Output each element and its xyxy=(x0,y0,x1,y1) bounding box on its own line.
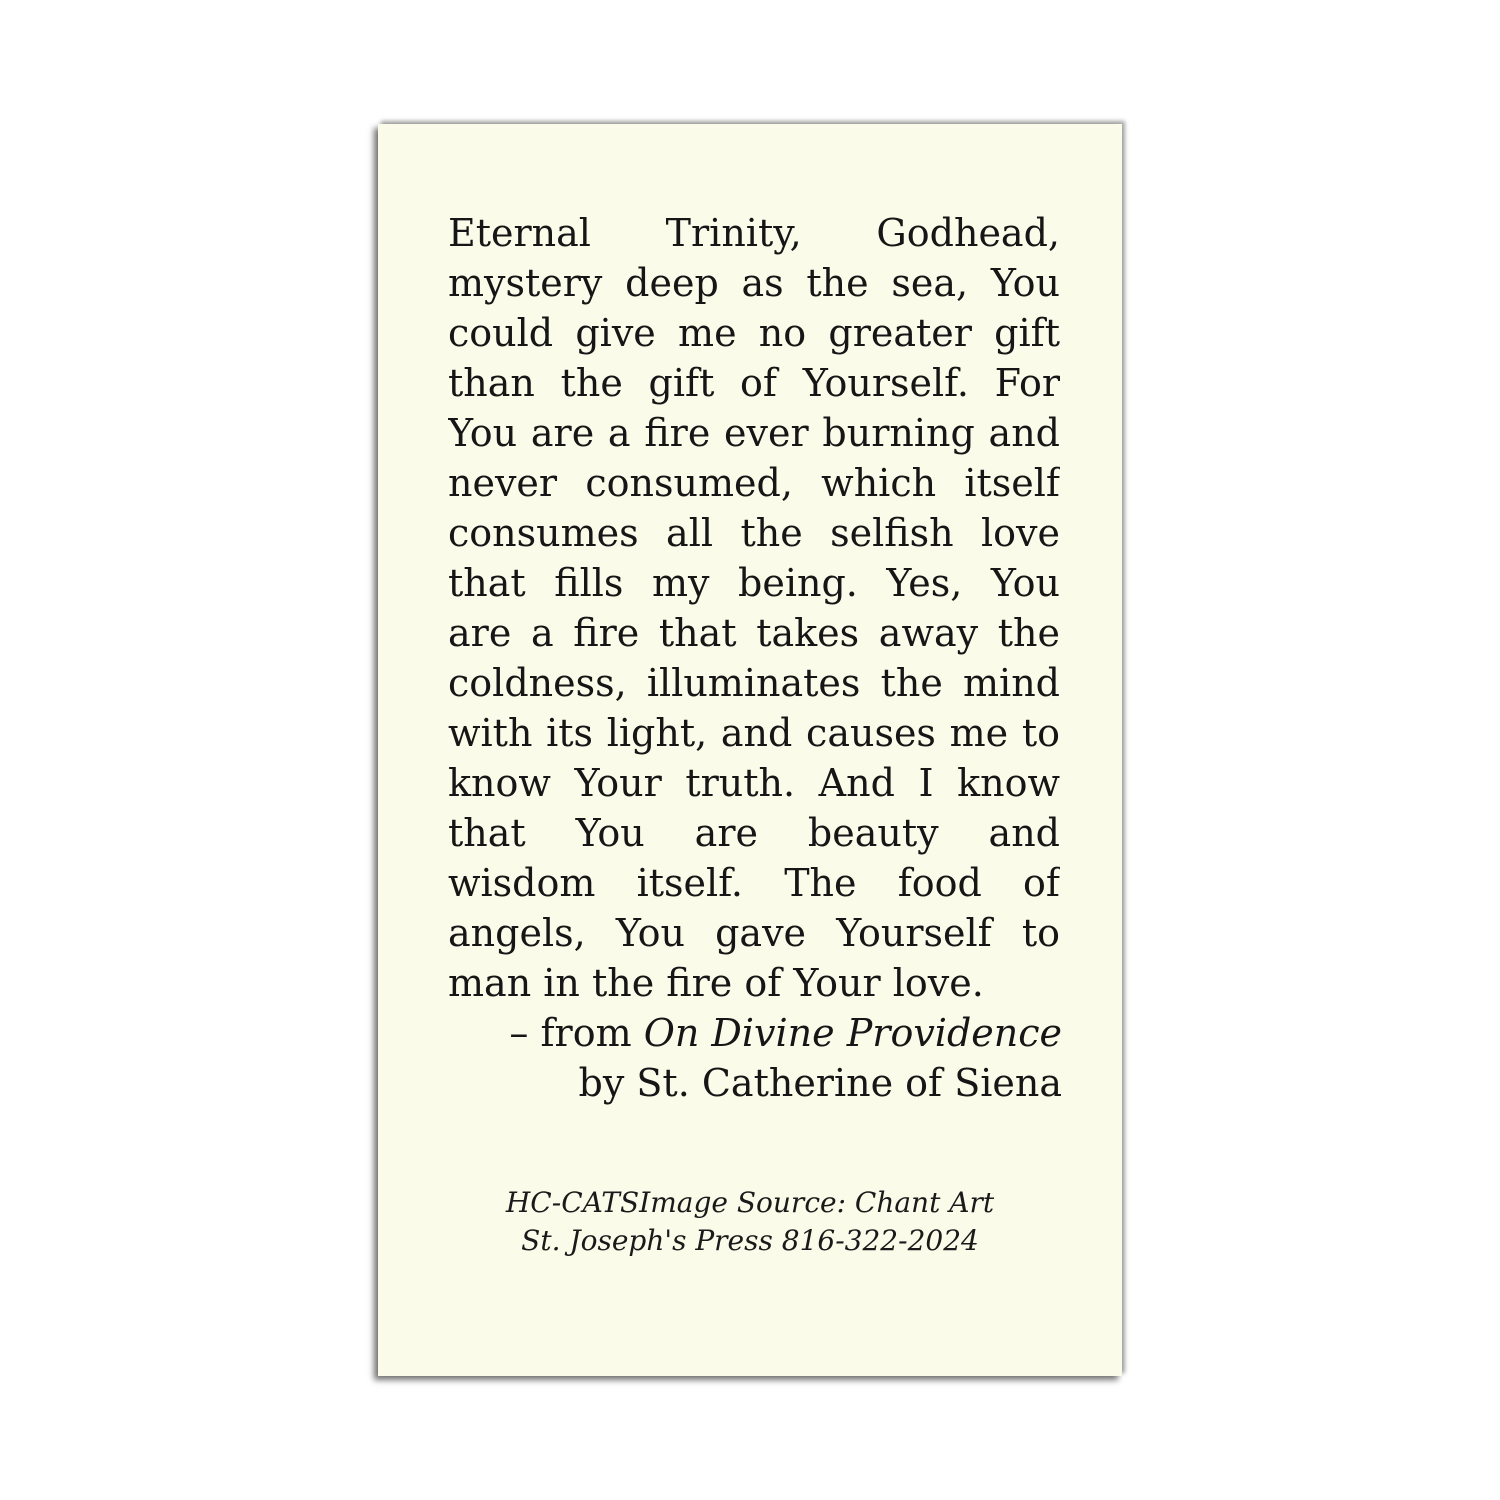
credits-line-1: HC-CATSImage Source: Chant Art xyxy=(505,1186,995,1219)
prayer-card xyxy=(378,124,1122,1376)
prayer-line: mystery deep as the sea, You xyxy=(448,261,1060,305)
prayer-line: that fills my being. Yes, You xyxy=(448,561,1060,605)
prayer-line: than the gift of Yourself. For xyxy=(448,361,1060,405)
prayer-line: man in the fire of Your love. xyxy=(448,961,984,1005)
prayer-line: consumes all the selfish love xyxy=(448,511,1060,555)
prayer-text xyxy=(448,208,1060,1008)
credits-line-2: St. Joseph's Press 816-322-2024 xyxy=(521,1224,979,1257)
prayer-line: coldness, illuminates the mind xyxy=(448,661,1060,705)
attribution-source xyxy=(509,1008,1062,1058)
prayer-line: angels, You gave Yourself to xyxy=(448,911,1060,955)
prayer-line: with its light, and causes me to xyxy=(448,711,1060,755)
prayer-line: are a fire that takes away the xyxy=(448,611,1060,655)
attribution-author: by St. Catherine of Siena xyxy=(578,1061,1062,1105)
card-credits xyxy=(378,1184,1122,1260)
prayer-line: Eternal Trinity, Godhead, xyxy=(448,211,1060,255)
prayer-line: that You are beauty and xyxy=(448,811,1060,855)
prayer-line: never consumed, which itself xyxy=(448,461,1060,505)
attribution-work-title: On Divine Providence xyxy=(643,1011,1062,1055)
prayer-line: wisdom itself. The food of xyxy=(448,861,1060,905)
prayer-line: could give me no greater gift xyxy=(448,311,1060,355)
prayer-line: You are a fire ever burning and xyxy=(448,411,1060,455)
prayer-line: know Your truth. And I know xyxy=(448,761,1060,805)
attribution-prefix: – from xyxy=(509,1011,644,1055)
attribution xyxy=(509,1008,1062,1108)
